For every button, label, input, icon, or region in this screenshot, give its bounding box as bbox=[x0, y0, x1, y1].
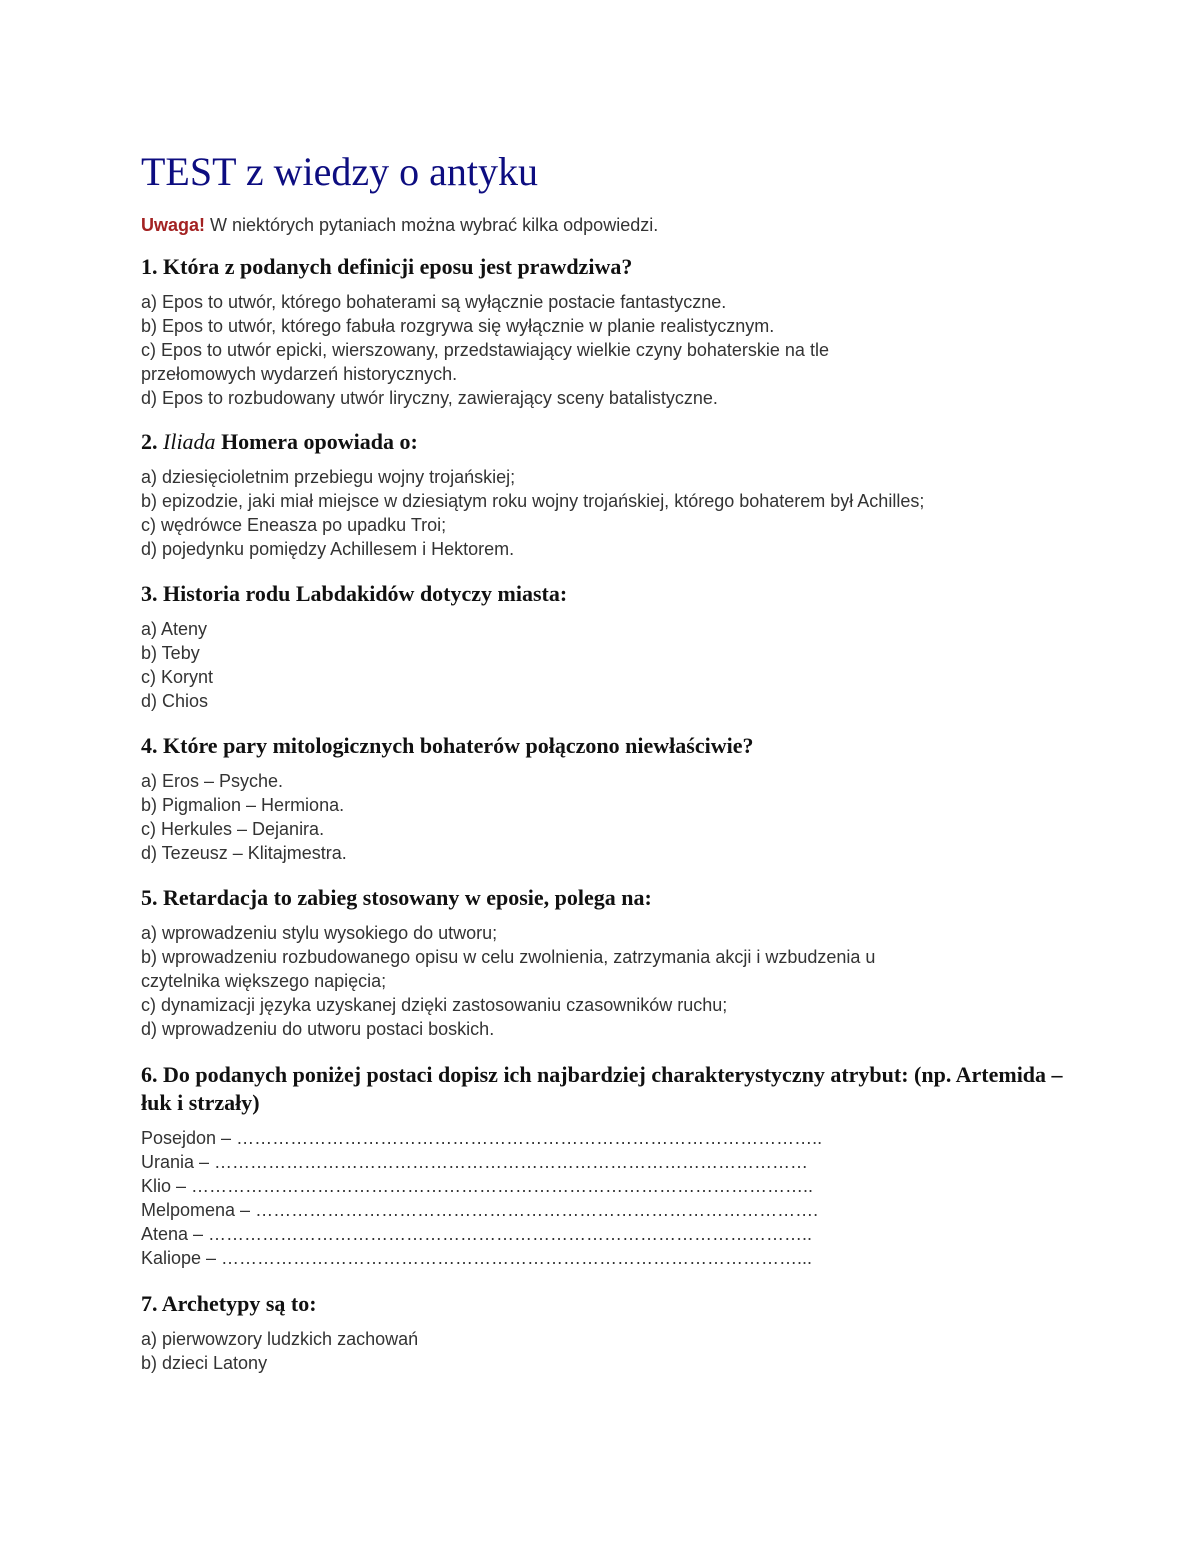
answer-list bbox=[141, 921, 1081, 1041]
answer-item: a) Eros – Psyche. bbox=[141, 771, 284, 791]
answer-item: c) Epos to utwór epicki, wierszowany, przedstawiający wielkie czyny bohaterskie na tle przełomowych wydarzeń historycznych. bbox=[141, 340, 829, 384]
answer-item: d) pojedynku pomiędzy Achillesem i Hektorem. bbox=[141, 539, 515, 559]
answer-item: d) wprowadzeniu do utworu postaci boskich. bbox=[141, 1019, 495, 1039]
answer-item: b) Epos to utwór, którego fabuła rozgrywa się wyłącznie w planie realistycznym. bbox=[141, 316, 775, 336]
answer-list bbox=[141, 617, 1081, 713]
fill-in-line: Atena – ……………………………………………………………………………………….. bbox=[141, 1224, 813, 1244]
fill-in-line: Posejdon – …………………………………………………………………………………….. bbox=[141, 1128, 823, 1148]
fill-in-line: Kaliope – ……………………………………………………………………………………... bbox=[141, 1248, 813, 1268]
answer-item: d) Epos to rozbudowany utwór liryczny, zawierający sceny batalistyczne. bbox=[141, 388, 718, 408]
question-title-rest: Homera opowiada o: bbox=[215, 429, 418, 454]
notice-label: Uwaga! bbox=[141, 215, 206, 235]
answer-item: b) epizodzie, jaki miał miejsce w dziesiątym roku wojny trojańskiej, którego bohaterem był Achilles; bbox=[141, 491, 925, 511]
question-title: 6. Do podanych poniżej postaci dopisz ich najbardziej charakterystyczny atrybut: (np. Artemida – łuk i strzały) bbox=[141, 1062, 1063, 1115]
notice-text: W niektórych pytaniach można wybrać kilka odpowiedzi. bbox=[205, 215, 659, 235]
answer-item: b) Teby bbox=[141, 643, 200, 663]
question-title-prefix: 2. bbox=[141, 429, 163, 454]
answer-item: a) dziesięcioletnim przebiegu wojny trojańskiej; bbox=[141, 467, 516, 487]
question-title: 7. Archetypy są to: bbox=[141, 1291, 317, 1316]
page-title: TEST z wiedzy o antyku bbox=[141, 149, 538, 194]
answer-item: a) Epos to utwór, którego bohaterami są wyłącznie postacie fantastyczne. bbox=[141, 292, 727, 312]
fill-in-line: Urania – ……………………………………………………………………………………… bbox=[141, 1152, 809, 1172]
question-title bbox=[141, 428, 1081, 456]
question-4 bbox=[141, 732, 1081, 865]
answer-item: b) dzieci Latony bbox=[141, 1353, 268, 1373]
answer-item: c) dynamizacji języka uzyskanej dzięki zastosowaniu czasowników ruchu; bbox=[141, 995, 728, 1015]
answer-list bbox=[141, 1126, 1081, 1270]
question-title-italic: Iliada bbox=[163, 429, 216, 454]
question-title: 4. Które pary mitologicznych bohaterów połączono niewłaściwie? bbox=[141, 733, 754, 758]
answer-list bbox=[141, 290, 1081, 410]
question-7 bbox=[141, 1290, 1081, 1375]
answer-item: a) wprowadzeniu stylu wysokiego do utworu; bbox=[141, 923, 498, 943]
notice bbox=[141, 213, 658, 237]
answer-item: c) wędrówce Eneasza po upadku Troi; bbox=[141, 515, 447, 535]
question-6 bbox=[141, 1061, 1081, 1270]
fill-in-line: Klio – ………………………………………………………………………………………….. bbox=[141, 1176, 814, 1196]
answer-item: a) Ateny bbox=[141, 619, 208, 639]
answer-item: d) Chios bbox=[141, 691, 209, 711]
answer-list bbox=[141, 769, 1081, 865]
answer-item: c) Korynt bbox=[141, 667, 214, 687]
question-2 bbox=[141, 428, 1081, 561]
answer-item: d) Tezeusz – Klitajmestra. bbox=[141, 843, 347, 863]
answer-item: b) wprowadzeniu rozbudowanego opisu w celu zwolnienia, zatrzymania akcji i wzbudzenia u czytelnika większego napięcia; bbox=[141, 947, 876, 991]
answer-list bbox=[141, 1327, 1081, 1375]
question-title: 5. Retardacja to zabieg stosowany w eposie, polega na: bbox=[141, 885, 652, 910]
answer-item: a) pierwowzory ludzkich zachowań bbox=[141, 1329, 419, 1349]
answer-item: c) Herkules – Dejanira. bbox=[141, 819, 325, 839]
question-3 bbox=[141, 580, 1081, 713]
question-title: 1. Która z podanych definicji eposu jest prawdziwa? bbox=[141, 254, 633, 279]
question-title: 3. Historia rodu Labdakidów dotyczy miasta: bbox=[141, 581, 568, 606]
question-5 bbox=[141, 884, 1081, 1041]
question-1 bbox=[141, 253, 1081, 410]
answer-list bbox=[141, 465, 1081, 561]
answer-item: b) Pigmalion – Hermiona. bbox=[141, 795, 345, 815]
fill-in-line: Melpomena – …………………………………………………………………………………. bbox=[141, 1200, 819, 1220]
